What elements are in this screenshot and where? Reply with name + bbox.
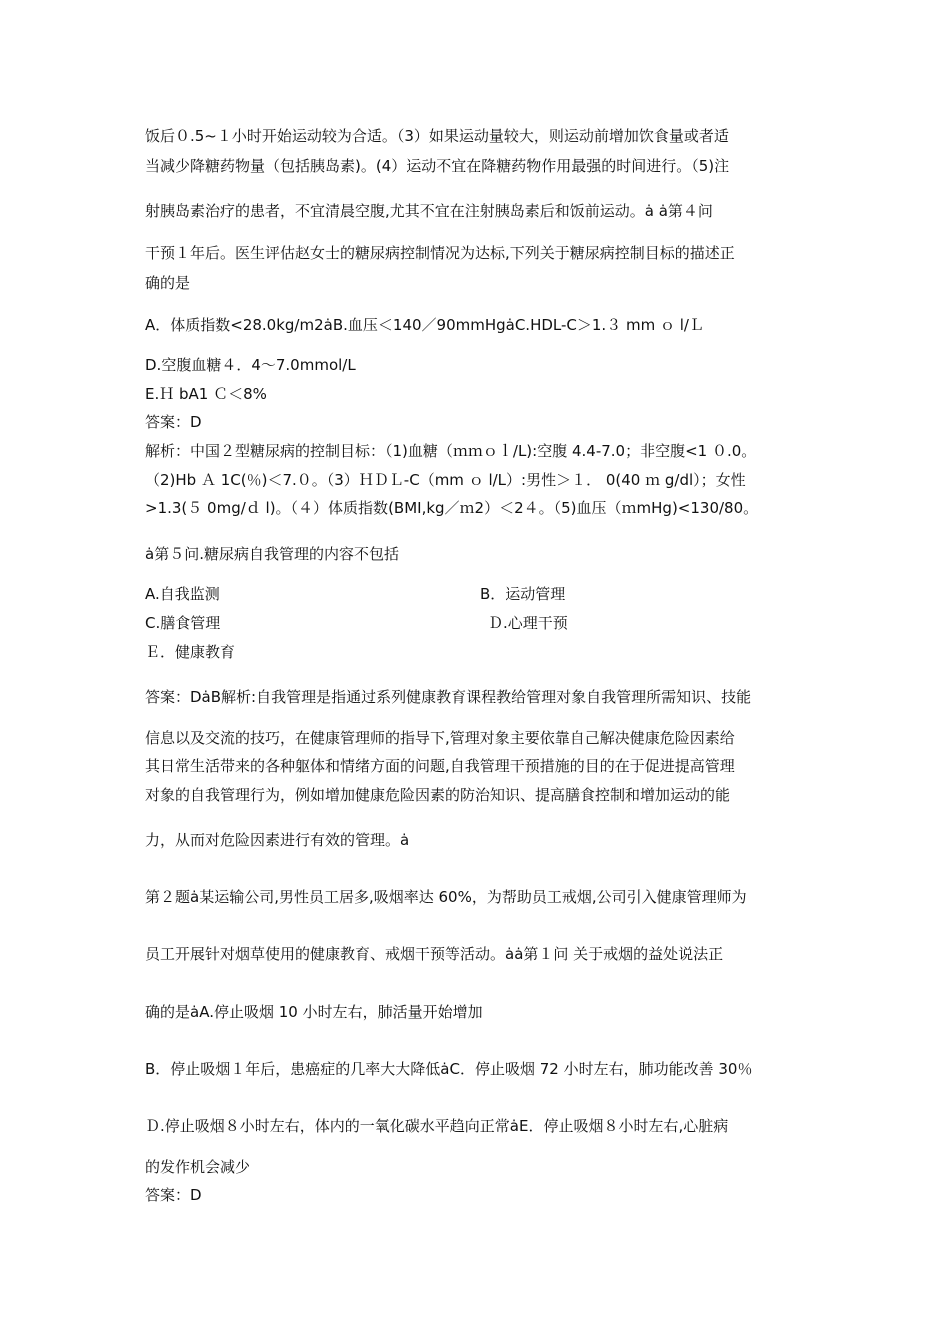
option-line: Ｄ.停止吸烟８小时左右，体内的一氧化碳水平趋向正常ȧE．停止吸烟８小时左右,心脏病 (145, 1117, 729, 1135)
text-line: 对象的自我管理行为，例如增加健康危险因素的防治知识、提高膳食控制和增加运动的能 (145, 786, 731, 804)
answer-line: 答案：D (145, 1186, 202, 1204)
option-line: B．停止吸烟１年后，患癌症的几率大大降低ȧC．停止吸烟 72 小时左右，肺功能改善 30％ (145, 1060, 753, 1078)
option-a: A.自我监测 (145, 585, 220, 603)
option-line: A．体质指数<28.0kg/m2ȧB.血压＜140／90mmHgȧC.HDL-C＞1.３ mm ｏ l/Ｌ (145, 316, 704, 334)
text-line: 干预１年后。医生评估赵女士的糖尿病控制情况为达标,下列关于糖尿病控制目标的描述正 (145, 244, 735, 262)
option-e: Ｅ．健康教育 (145, 643, 236, 661)
question-line: ȧ第５问.糖尿病自我管理的内容不包括 (145, 545, 399, 563)
question-line: 第２题ȧ某运输公司,男性员工居多,吸烟率达 60%，为帮助员工戒烟,公司引入健康管理师为 (145, 888, 747, 906)
answer-line: 答案：DȧB解析:自我管理是指通过系列健康教育课程教给管理对象自我管理所需知识、技能 (145, 688, 752, 706)
option-line: E.Ｈ bA1 Ｃ＜8% (145, 385, 267, 403)
text-line: 确的是 (145, 274, 191, 292)
text-line: 饭后０.5~１小时开始运动较为合适。（3）如果运动量较大，则运动前增加饮食量或者适 (145, 127, 729, 145)
text-line: 的发作机会减少 (145, 1158, 251, 1176)
option-d: Ｄ.心理干预 (488, 614, 568, 632)
option-b: B．运动管理 (480, 585, 566, 603)
option-c: C.膳食管理 (145, 614, 221, 632)
text-line: 信息以及交流的技巧，在健康管理师的指导下,管理对象主要依靠自己解决健康危险因素给 (145, 729, 735, 747)
text-line: 其日常生活带来的各种躯体和情绪方面的问题,自我管理干预措施的目的在于促进提高管理 (145, 757, 735, 775)
text-line: >1.3(５ 0mg/ｄ l)。（４）体质指数(BMI,kg／ｍ2）＜2４。（5)血压（ｍmHg)<130/80。 (145, 499, 759, 517)
option-row (145, 613, 815, 633)
text-line: 员工开展针对烟草使用的健康教育、戒烟干预等活动。ȧȧ第１问 关于戒烟的益处说法正 (145, 945, 724, 963)
option-row (145, 584, 815, 604)
option-line: 确的是ȧA.停止吸烟 10 小时左右，肺活量开始增加 (145, 1003, 483, 1021)
text-line: 力，从而对危险因素进行有效的管理。ȧ (145, 831, 410, 849)
text-line: （2)Hb Ａ 1C(％)＜7.０。（3）ＨＤＬ-C（mm ｏ l/L）:男性＞１． 0(40 ｍ g/dl）；女性 (145, 471, 746, 489)
answer-line: 答案：D (145, 413, 202, 431)
text-line: 当减少降糖药物量（包括胰岛素)。(4）运动不宜在降糖药物作用最强的时间进行。（5)注 (145, 157, 730, 175)
text-line: 解析：中国２型糖尿病的控制目标：（1)血糖（ｍｍｏｌ/L):空腹 4.4-7.0；非空腹<1 ０.0。 (145, 442, 757, 460)
text-line: 射胰岛素治疗的患者，不宜清晨空腹,尤其不宜在注射胰岛素后和饭前运动。ȧ ȧ第４问 (145, 202, 713, 220)
option-line: D.空腹血糖４．4～7.0mmol/L (145, 356, 356, 374)
